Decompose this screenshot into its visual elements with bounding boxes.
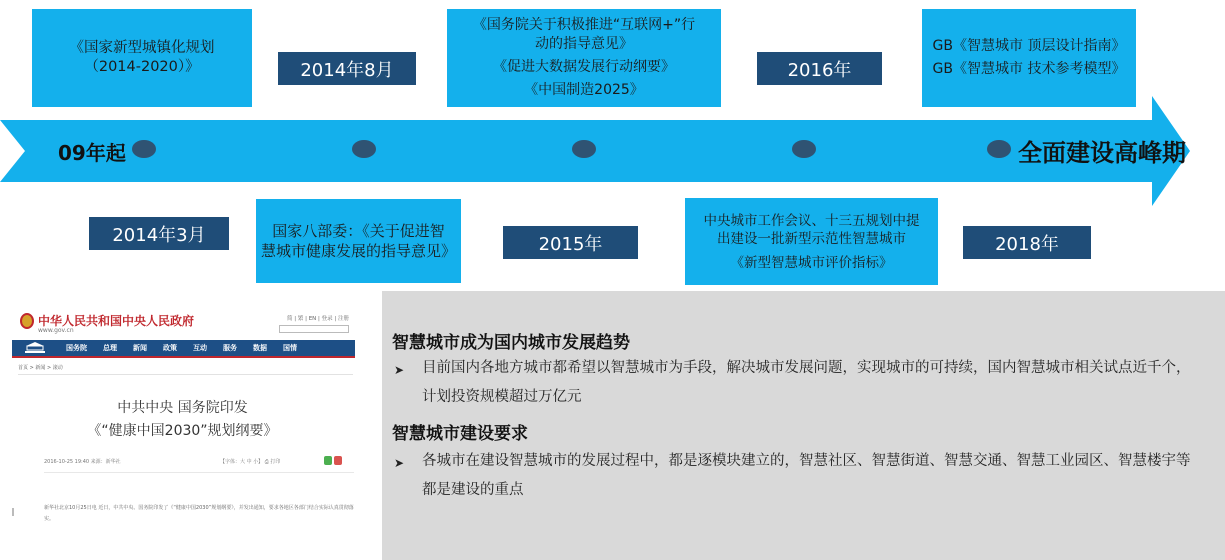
gov-website-screenshot: [10, 292, 355, 560]
timeline-start-label: 09年起: [58, 141, 126, 165]
policy-line: 《促进大数据发展行动纲要》: [493, 59, 675, 75]
wechat-share-icon[interactable]: [324, 456, 332, 465]
gov-top-links[interactable]: 简 | 繁 | EN | 登录 | 注册: [287, 316, 349, 322]
timeline-dot: [987, 140, 1011, 158]
article-tools[interactable]: 【字体：大 中 小】 ⎙ 打印: [220, 459, 281, 465]
divider: [18, 374, 353, 375]
divider: [44, 472, 354, 473]
gov-nav-item[interactable]: 数据: [253, 344, 267, 352]
date-box-2015: 2015年: [503, 226, 638, 259]
timeline-dot: [132, 140, 156, 158]
gov-nav-item[interactable]: 国务院: [66, 344, 87, 352]
bullet-arrow-icon: ➤: [394, 456, 405, 470]
policy-line: （2014-2020）》: [84, 59, 200, 75]
gov-nav-item[interactable]: 国情: [283, 344, 297, 352]
scroll-indicator: [12, 508, 14, 516]
article-title-line1: 中共中央 国务院印发: [117, 400, 248, 416]
national-emblem-icon: [20, 313, 34, 329]
policy-line: 中央城市工作会议、十三五规划中提: [703, 212, 920, 229]
panel-paragraph-trend: 目前国内各地方城市都希望以智慧城市为手段，解决城市发展问题，实现城市的可持续，国内智慧城市相关试点近千个，计划投资规模超过万亿元: [422, 360, 1191, 405]
article-paragraph: 新华社北京10月25日电 近日，中共中央、国务院印发了《“健康中国2030”规划纲要》，并发出通知，要求各地区各部门结合实际认真贯彻落实。: [44, 505, 354, 522]
gov-search-input[interactable]: [279, 325, 349, 333]
gov-site-name: 中华人民共和国中央人民政府: [38, 314, 195, 328]
policy-line: GB《智慧城市 技术参考模型》: [932, 61, 1126, 77]
date-box-2014-mar: 2014年3月: [89, 217, 229, 250]
gov-nav-item[interactable]: 互动: [193, 344, 207, 352]
gov-nav-item[interactable]: 新闻: [133, 344, 147, 352]
bullet-arrow-icon: ➤: [394, 363, 405, 377]
policy-line: GB《智慧城市 顶层设计指南》: [932, 38, 1126, 54]
gov-nav-item[interactable]: 总理: [103, 344, 117, 352]
breadcrumb[interactable]: 首页 > 新闻 > 滚动: [18, 365, 63, 371]
panel-heading-trend: 智慧城市成为国内城市发展趋势: [392, 333, 630, 353]
date-box-2016: 2016年: [757, 52, 882, 85]
timeline-dot: [792, 140, 816, 158]
article-title-line2: 《“健康中国2030”规划纲要》: [87, 423, 278, 439]
timeline-dot: [572, 140, 596, 158]
policy-box-gb-standards: [922, 9, 1136, 107]
gov-nav-item[interactable]: 政策: [163, 344, 177, 352]
article-meta: 2016-10-25 19:40 来源：新华社: [44, 459, 121, 465]
weibo-share-icon[interactable]: [334, 456, 342, 465]
policy-box-urbanization: [32, 9, 252, 107]
home-icon[interactable]: [12, 341, 58, 355]
policy-line: 《国务院关于积极推进“互联网+”行: [472, 17, 696, 33]
gov-nav-bar: [12, 340, 355, 358]
date-box-2018: 2018年: [963, 226, 1091, 259]
timeline-end-label: 全面建设高峰期: [1018, 139, 1186, 167]
policy-line: 《国家新型城镇化规划: [69, 40, 215, 56]
policy-box-internet-plus: [447, 9, 721, 107]
policy-line: 《新型智慧城市评价指标》: [730, 254, 893, 271]
policy-line: 动的指导意见》: [535, 36, 633, 52]
trend-panel: [382, 291, 1225, 560]
timeline-dot: [352, 140, 376, 158]
policy-box-central-conference: [685, 198, 938, 285]
policy-line: 国家八部委：《关于促进智: [272, 222, 445, 240]
gov-nav-item[interactable]: 服务: [223, 344, 237, 352]
gov-site-url: www.gov.cn: [38, 327, 74, 334]
policy-line: 出建设一批新型示范性智慧城市: [717, 230, 906, 247]
panel-heading-requirements: 智慧城市建设要求: [392, 424, 528, 444]
date-box-2014-aug: 2014年8月: [278, 52, 416, 85]
policy-line: 慧城市健康发展的指导意见》: [260, 242, 456, 260]
panel-paragraph-requirements: 各城市在建设智慧城市的发展过程中，都是逐模块建立的，智慧社区、智慧街道、智慧交通、智慧工业园区、智慧楼宇等都是建设的重点: [422, 453, 1191, 498]
policy-box-eight-ministries: [256, 199, 461, 283]
policy-line: 《中国制造2025》: [524, 82, 644, 98]
